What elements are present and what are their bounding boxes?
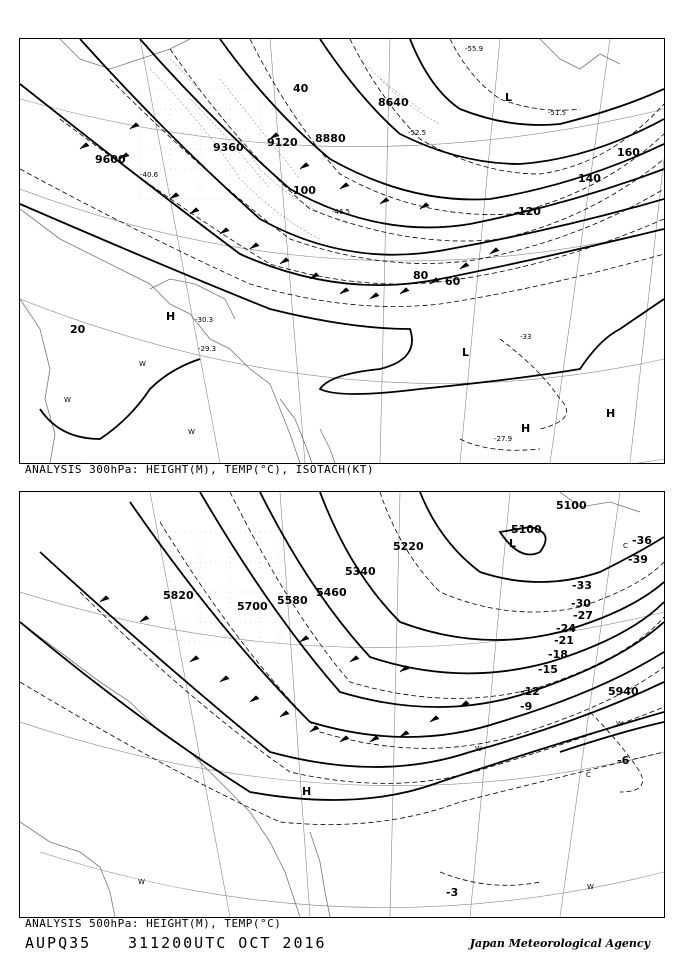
height-label: 5700 <box>237 600 268 613</box>
temp-label: -33 <box>520 333 532 341</box>
chart-code: AUPQ35 <box>25 934 92 952</box>
cold-mark: C <box>623 542 628 550</box>
warm-mark: W <box>64 396 71 404</box>
isotach-label: 20 <box>70 323 86 336</box>
temp-label: -27 <box>573 609 593 622</box>
temp-label: -21 <box>554 634 574 647</box>
isotach-label: 140 <box>578 172 601 185</box>
cold-mark: C <box>586 771 591 779</box>
graticule <box>20 492 664 917</box>
height-label: 9360 <box>213 141 244 154</box>
temp-label: -33 <box>572 579 592 592</box>
temp-label: -3 <box>446 886 459 899</box>
high-center: H <box>166 310 176 323</box>
high-center: H <box>606 407 616 420</box>
isotach-label: 160 <box>617 146 640 159</box>
map-300hpa <box>20 39 664 463</box>
height-label: 9120 <box>267 136 298 149</box>
height-label: 5100 <box>511 523 542 536</box>
height-label: 5340 <box>345 565 376 578</box>
caption-300hpa: ANALYSIS 300hPa: HEIGHT(M), TEMP(°C), ISOTACH(KT) <box>25 463 375 476</box>
temp-label: -55.9 <box>465 45 484 53</box>
isotach-label: 80 <box>413 269 429 282</box>
temp-label: -12 <box>520 685 540 698</box>
isotach-label: 60 <box>445 275 461 288</box>
caption-500hpa: ANALYSIS 500hPa: HEIGHT(M), TEMP(°C) <box>25 917 282 930</box>
isotach-label: 40 <box>293 82 309 95</box>
height-label: 8640 <box>378 96 409 109</box>
high-center: H <box>521 422 531 435</box>
height-label: 5100 <box>556 499 587 512</box>
warm-mark: W <box>475 745 482 753</box>
high-center: H <box>302 785 312 798</box>
temp-label: -15 <box>538 663 558 676</box>
isotach-label: 120 <box>518 205 541 218</box>
map-500hpa <box>20 492 664 917</box>
height-label: 9600 <box>95 153 126 166</box>
temp-label: -24 <box>556 622 576 635</box>
temp-label: -9 <box>520 700 533 713</box>
warm-mark: W <box>138 878 145 886</box>
temp-label: -36 <box>632 534 652 547</box>
temp-label: -39 <box>628 553 648 566</box>
warm-mark: W <box>587 883 594 891</box>
height-label: 5940 <box>608 685 639 698</box>
low-center: L <box>509 537 517 550</box>
temp-label: -6 <box>617 754 630 767</box>
temp-label: -40.6 <box>140 171 159 179</box>
coastline <box>20 39 620 463</box>
height-contours <box>20 39 664 439</box>
isotach-label: 100 <box>293 184 316 197</box>
temp-label: -30 <box>571 597 591 610</box>
low-center: L <box>505 91 513 104</box>
temp-contours <box>20 492 664 885</box>
temp-label: -46.5 <box>332 208 351 216</box>
temp-label: -30.3 <box>195 316 214 324</box>
warm-mark: W <box>139 360 146 368</box>
coastline <box>20 492 640 917</box>
chart-300hpa <box>19 38 665 464</box>
agency-credit: Japan Meteorological Agency <box>469 937 650 950</box>
low-center: L <box>462 346 470 359</box>
height-label: 5220 <box>393 540 424 553</box>
height-label: 5820 <box>163 589 194 602</box>
temp-label: -18 <box>548 648 568 661</box>
temp-label: -52.5 <box>408 129 427 137</box>
stipple-area <box>170 532 280 642</box>
warm-mark: W <box>616 720 623 728</box>
temp-label: -29.3 <box>198 345 217 353</box>
temp-label: -51.5 <box>548 109 567 117</box>
height-label: 5460 <box>316 586 347 599</box>
chart-500hpa <box>19 491 665 918</box>
height-label: 5580 <box>277 594 308 607</box>
valid-time: 311200UTC OCT 2016 <box>128 934 327 952</box>
temp-label: -27.9 <box>494 435 513 443</box>
warm-mark: W <box>188 428 195 436</box>
height-label: 8880 <box>315 132 346 145</box>
